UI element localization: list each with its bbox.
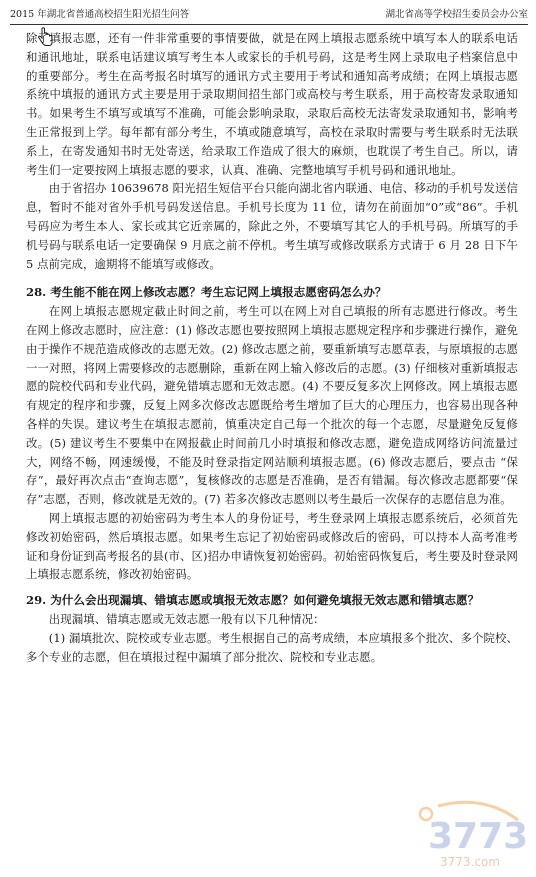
question-29-paragraph-2: (1) 漏填批次、院校或专业志愿。考生根据自己的高考成绩，本应填报多个批次、多个院校、多个专业的志愿，但在填报过程中漏填了部分批次、院校和专业志愿。: [26, 630, 518, 664]
question-28-paragraph-1: 在网上填报志愿规定截止时间之前，考生可以在网上对自己填报的所有志愿进行修改。考生在网上修改志愿时，应注意：(1) 修改志愿也要按照网上填报志愿规定程序和步骤进行操作，避免由于操作不规范造成修改的志愿无效。(2) 修改志愿之前，要重新填写志愿草表，与原填报的志愿一一对照，将网上需要修改的志愿删除，重新在网上输入修改后的志愿。(3) 仔细核对重新填报志愿的院校代码和专业代码，避免错填志愿和无效志愿。(4) 不要反复多次上网修改。网上填报志愿有规定的程序和步骤，反复上网多次修改志愿既给考生增加了巨大的心理压力，也容易出现各种各样的失误。建议考生在填报志愿前，慎重决定自己每一个批次的每一个志愿，尽量避免反复修改。(5) 建议考生不要集中在网报截止时间前几小时填报和修改志愿，避免造成网络访问流量过大，网络不畅，网速缓慢，不能及时登录指定网站顺利填报志愿。(6) 修改志愿后，要点击 “保存”，最好再次点击“查询志愿”，复核修改的志愿是否准确，是否有错漏。每次修改志愿都要“保存”志愿，否则，修改就是无效的。(7) 若多次修改志愿则以考生最后一次保存的志愿信息为准。: [26, 304, 518, 507]
intro-paragraph-2: 由于省招办 10639678 阳光招生短信平台只能向湖北省内联通、电信、移动的手机号发送信息，暂时不能对省外手机号码发送信息。手机号长度为 11 位，请勿在前面加“0”或“86”。手机号码应为考生本人、家长或其它近亲属的，除此之外，不要填写其它人的手机号码。所填写的手机号码与联系电话一定要确保 9 月底之前不停机。考生填写或修改联系方式请于 6 月 28 日下午 5 点前完成，逾期将不能填写或修改。: [26, 181, 518, 271]
site-watermark-logo: [388, 800, 528, 870]
question-28-title: 28. 考生能不能在网上修改志愿？考生忘记网上填报志愿密码怎么办？: [26, 285, 387, 300]
question-28-paragraph-2: 网上填报志愿的初始密码为考生本人的身份证号，考生登录网上填报志愿系统后，必须首先修改初始密码，然后填报志愿。如果考生忘记了初始密码或修改后的密码，可以持本人高考准考证和身份证到高考报名的县(市、区)招办申请恢复初始密码。初始密码恢复后，考生要及时登录网上填报志愿系统，修改初始密码。: [26, 510, 518, 582]
page-header: [10, 6, 528, 25]
document-body: [26, 29, 518, 666]
intro-paragraph-1: 除了填报志愿，还有一件非常重要的事情要做，就是在网上填报志愿系统中填写本人的联系电话和通讯地址，联系电话建议填写考生本人或家长的手机号码，这是考生网上录取电子档案信息中的重要部分。考生在高考报名时填写的通讯方式主要用于考试和通知高考成绩；在网上填报志愿系统中填报的通讯方式主要是用于录取期间招生部门或高校与考生联系，用于高校寄发录取通知书。如果考生不填写或填写不准确，可能会影响录取，录取后高校无法寄发录取通知书，影响考生正常报到上学。每年都有部分考生，不填或随意填写，高校在录取时需要与考生联系时无法联系上，在寄发通知书时无处寄送，给录取工作造成了很大的麻烦，也耽误了考生自己。所以，请考生们一定要按网上填报志愿的要求，认真、准确、完整地填写手机号码和通讯地址。: [26, 31, 518, 177]
question-29-title: 29. 为什么会出现漏填、错填志愿或填报无效志愿？如何避免填报无效志愿和错填志愿？: [26, 593, 480, 608]
header-right-title: 湖北省高等学校招生委员会办公室: [385, 9, 528, 20]
watermark-text: 3773: [428, 816, 528, 857]
question-29-paragraph-1: 出现漏填、错填志愿或无效志愿一般有以下几种情况：: [48, 611, 325, 626]
watermark-subtext: 3773.com: [440, 855, 500, 869]
header-left-title: 2015 年湖北省普通高校招生阳光招生问答: [10, 9, 190, 20]
